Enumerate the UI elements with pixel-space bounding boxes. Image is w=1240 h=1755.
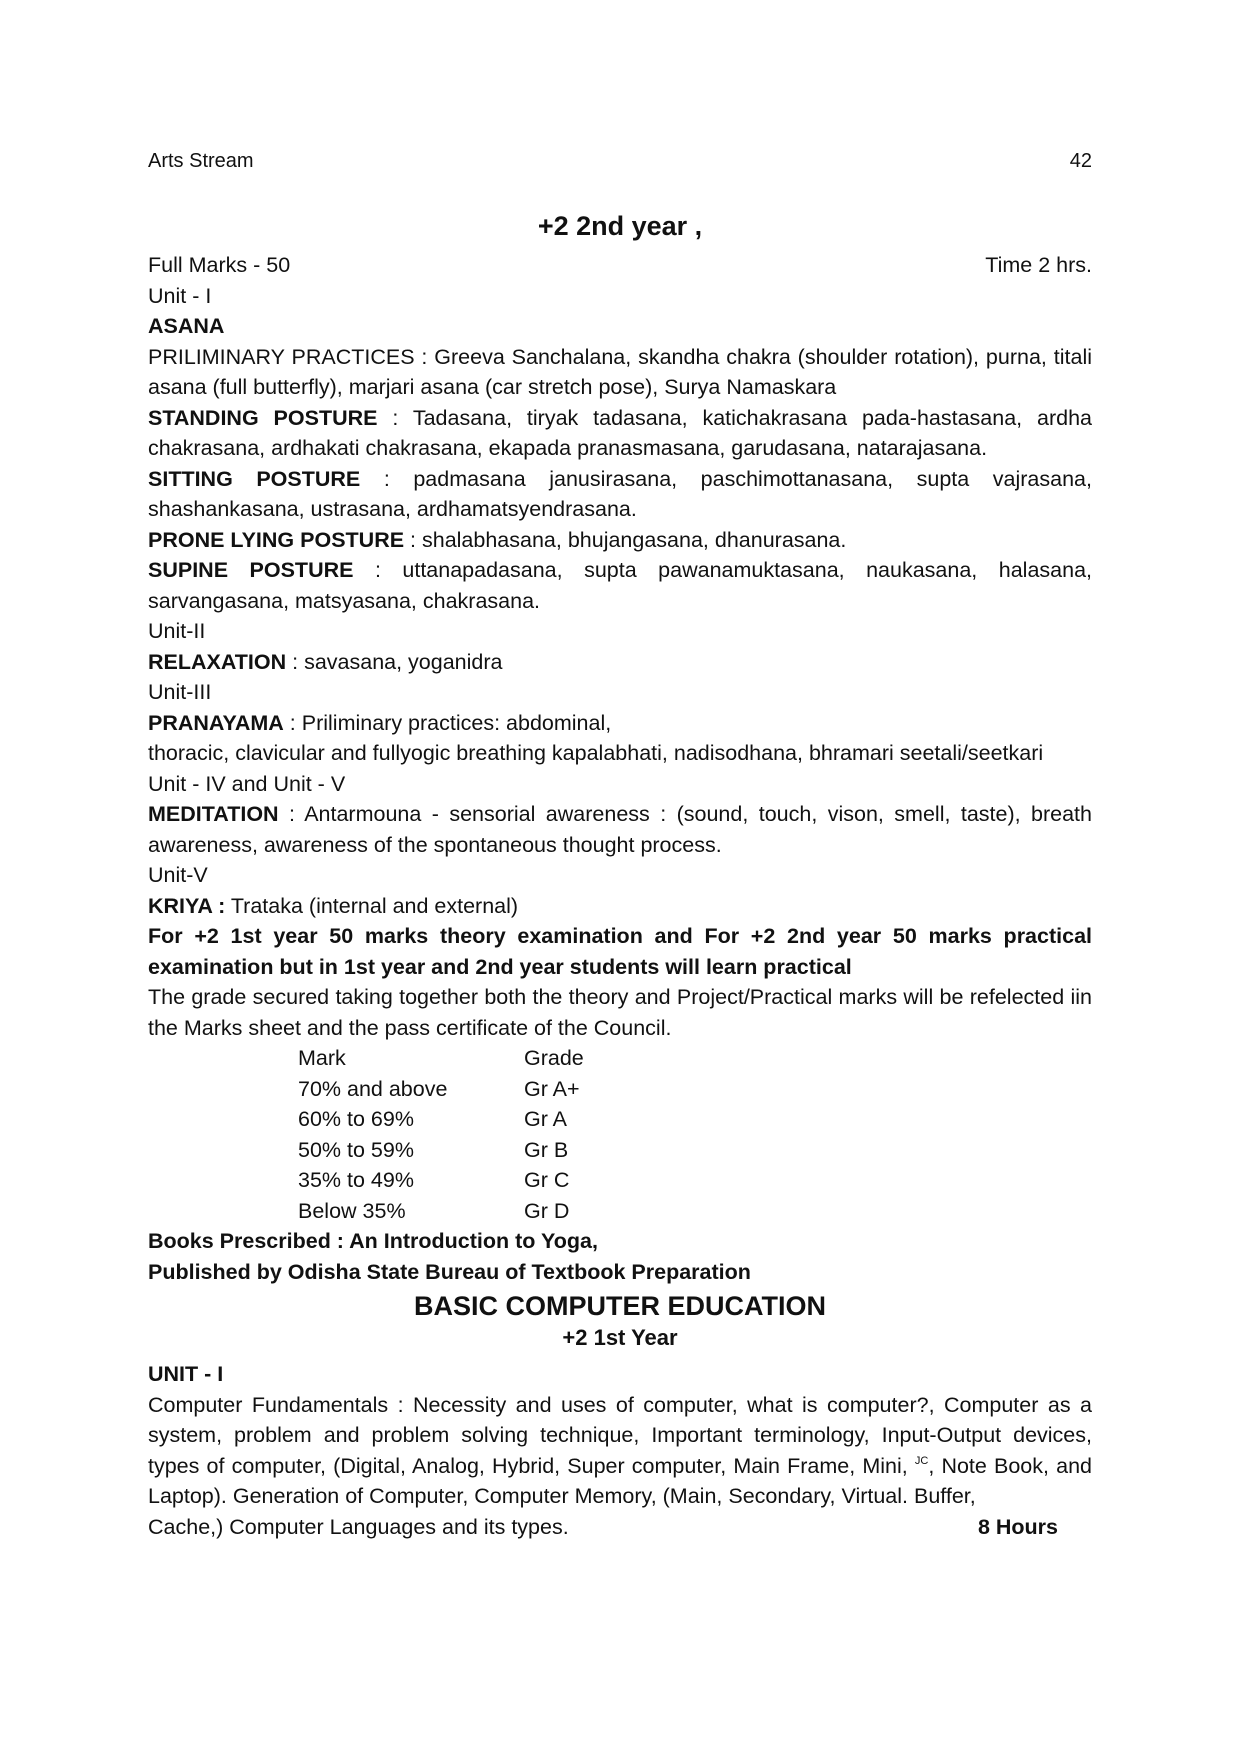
grade-row — [298, 1135, 1092, 1166]
computer-fundamentals-sup: JC — [914, 1454, 929, 1467]
sitting-posture-label: SITTING POSTURE — [148, 466, 361, 491]
full-marks: Full Marks - 50 — [148, 253, 291, 277]
unit-3-label: Unit-III — [148, 680, 212, 704]
prone-posture-text: : shalabhasana, bhujangasana, dhanurasana. — [404, 527, 847, 552]
books-prescribed: Books Prescribed : An Introduction to Yoga, — [148, 1229, 598, 1253]
standing-posture-label: STANDING POSTURE — [148, 405, 378, 430]
time-allowed: Time 2 hrs. — [985, 253, 1092, 277]
unit-2-label: Unit-II — [148, 619, 206, 643]
kriya — [148, 891, 1092, 922]
grade-note: The grade secured taking together both the theory and Project/Practical marks will be refelected iin the Marks sheet and the pass certificate of the Council. — [148, 985, 1092, 1040]
grade-row-grade: Gr A+ — [524, 1076, 580, 1101]
kriya-text: Trataka (internal and external) — [225, 893, 519, 918]
standing-posture — [148, 403, 1092, 464]
computer-hours: 8 Hours — [977, 1514, 1058, 1539]
marks-time-row — [148, 250, 1092, 281]
computer-section-subtitle: +2 1st Year — [562, 1325, 678, 1350]
grade-table — [298, 1043, 1092, 1226]
supine-posture-text: : uttanapadasana, supta pawanamuktasana, naukasana, halasana, sarvangasana, matsyasana, chakrasana. — [148, 558, 1093, 613]
computer-last-line — [148, 1512, 1092, 1543]
unit-1-label: Unit - I — [148, 283, 212, 308]
grade-table-header — [298, 1043, 1092, 1074]
meditation — [148, 799, 1092, 860]
pranayama-continued: thoracic, clavicular and fullyogic breathing kapalabhati, nadisodhana, bhramari seetali/seetkari — [148, 741, 1044, 765]
grade-row-grade: Gr B — [524, 1137, 569, 1162]
page-title: +2 2nd year , — [537, 211, 703, 241]
preliminary-practices: PRILIMINARY PRACTICES : Greeva Sanchalana, skandha chakra (shoulder rotation), purna, titali asana (full butterfly), marjari asana (car stretch pose), Surya Namaskara — [148, 344, 1092, 399]
grade-header-grade: Grade — [524, 1046, 584, 1070]
grade-row-mark: 70% and above — [298, 1076, 448, 1101]
meditation-text: : Antarmouna - sensorial awareness : (sound, touch, vison, smell, taste), breath awareness, awareness of the spontaneous thought process. — [148, 802, 1092, 857]
grade-row-grade: Gr D — [524, 1198, 570, 1223]
computer-section-title: BASIC COMPUTER EDUCATION — [413, 1291, 826, 1321]
grade-row-mark: Below 35% — [298, 1198, 406, 1223]
grade-row — [298, 1074, 1092, 1105]
relaxation-text: : savasana, yoganidra — [286, 649, 503, 674]
grade-row-grade: Gr C — [524, 1168, 570, 1192]
pranayama-label: PRANAYAMA — [148, 710, 284, 735]
supine-posture — [148, 555, 1092, 616]
prone-posture — [148, 525, 1092, 556]
sitting-posture-text: : padmasana janusirasana, paschimottanasana, supta vajrasana, shashankasana, ustrasana, ardhamatsyendrasana. — [148, 466, 1092, 521]
computer-last-line-text: Cache,) Computer Languages and its types. — [148, 1514, 569, 1539]
grade-header-mark: Mark — [298, 1046, 346, 1070]
grade-row-grade: Gr A — [524, 1107, 568, 1131]
computer-fundamentals — [148, 1390, 1092, 1512]
unit-5-label: Unit-V — [148, 863, 208, 887]
books-publisher: Published by Odisha State Bureau of Textbook Preparation — [148, 1259, 751, 1284]
grade-row — [298, 1165, 1092, 1196]
grade-row-mark: 35% to 49% — [298, 1168, 414, 1192]
exam-note: For +2 1st year 50 marks theory examination and For +2 2nd year 50 marks practical examination but in 1st year and 2nd year students will learn practical — [148, 924, 1092, 979]
page-content — [148, 206, 1092, 1542]
relaxation-label: RELAXATION — [148, 649, 287, 674]
asana-heading: ASANA — [148, 314, 225, 338]
unit-4-5-label: Unit - IV and Unit - V — [148, 771, 346, 796]
sitting-posture — [148, 464, 1092, 525]
computer-fundamentals-text-2: , Note Book, and Laptop). Generation of Computer, Computer Memory, (Main, Secondary, Virtual. Buffer, — [148, 1453, 1092, 1508]
standing-posture-text: : Tadasana, tiryak tadasana, katichakrasana pada-hastasana, ardha chakrasana, ardhakati chakrasana, ekapada pranasmasana, garudasana, natarajasana. — [148, 405, 1093, 460]
stream-label: Arts Stream — [148, 150, 254, 172]
relaxation — [148, 647, 1092, 678]
pranayama — [148, 708, 1092, 739]
grade-row — [298, 1104, 1092, 1135]
page-number: 42 — [1069, 150, 1092, 172]
pranayama-text: : Priliminary practices: abdominal, — [283, 710, 612, 735]
meditation-label: MEDITATION — [148, 802, 279, 826]
prone-posture-label: PRONE LYING POSTURE — [148, 527, 405, 552]
grade-row-mark: 50% to 59% — [298, 1137, 414, 1162]
grade-row-mark: 60% to 69% — [298, 1107, 414, 1131]
grade-row — [298, 1196, 1092, 1227]
supine-posture-label: SUPINE POSTURE — [148, 558, 354, 582]
computer-fundamentals-text-1: Computer Fundamentals : Necessity and uses of computer, what is computer?, Computer as a system, problem and problem solving technique, Important terminology, Input-Output devices, types of computer, (Digital, Analog, Hybrid, Super computer, Main Frame, Mini, — [148, 1392, 1092, 1478]
kriya-label: KRIYA : — [148, 893, 226, 918]
computer-unit-label: UNIT - I — [148, 1362, 224, 1386]
